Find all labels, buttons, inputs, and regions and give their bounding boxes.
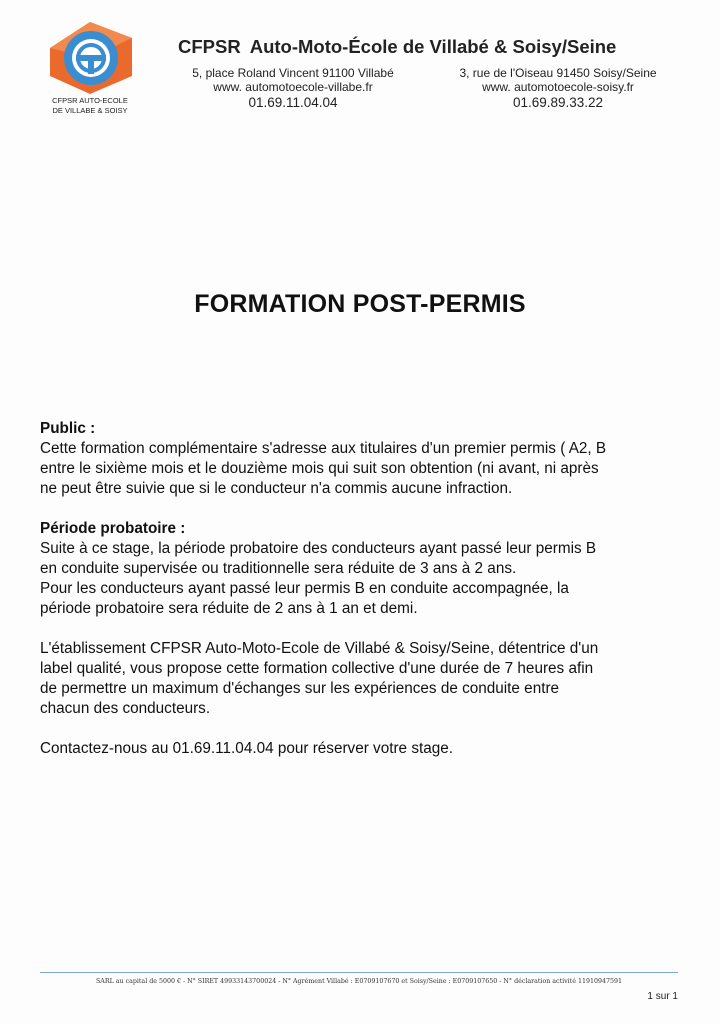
body-line: L'établissement CFPSR Auto-Moto-Ecole de Villabé & Soisy/Seine, détentrice d'un — [40, 640, 599, 657]
website-prefix: www. — [213, 80, 246, 94]
body-line: en conduite supervisée ou traditionnelle sera réduite de 3 ans à 2 ans. — [40, 560, 517, 577]
document-title: FORMATION POST-PERMIS — [194, 290, 526, 318]
company-title — [178, 36, 616, 58]
website-prefix: www. — [482, 80, 515, 94]
website-name: automotoecole-soisy.fr — [514, 80, 634, 94]
company-name: Auto-Moto-École de Villabé & Soisy/Seine — [249, 36, 617, 57]
section-heading-probation: Période probatoire : — [40, 520, 186, 537]
body-line: de permettre un maximum d'échanges sur les expériences de conduite entre — [40, 680, 560, 697]
contact-line: Contactez-nous au 01.69.11.04.04 pour réserver votre stage. — [40, 740, 453, 757]
footer-legal: SARL au capital de 5000 € - N° SIRET 49933143700024 - N° Agrément Villabé : E0709107670 et Soisy/Seine : E0709107650 - N° déclaration activité 11910947591 — [95, 978, 623, 985]
body-line: chacun des conducteurs. — [40, 700, 211, 717]
agency-phone: 01.69.89.33.22 — [512, 95, 604, 110]
agency-website[interactable] — [178, 80, 408, 94]
document-body — [40, 419, 690, 759]
body-line: entre le sixième mois et le douzième mois qui suit son obtention (ni avant, ni après — [40, 460, 599, 477]
logo-caption-line: DE VILLABE & SOISY — [52, 106, 128, 115]
section-heading-public: Public : — [40, 420, 96, 437]
agency-phone: 01.69.11.04.04 — [248, 95, 338, 110]
page-number: 1 sur 1 — [647, 991, 678, 1002]
footer-divider — [40, 972, 678, 973]
agency-address: 5, place Roland Vincent 91100 Villabé — [192, 66, 394, 80]
body-line: label qualité, vous propose cette formation collective d'une durée de 7 heures afin — [40, 660, 594, 677]
logo-caption-line: CFPSR AUTO-ECOLE — [52, 96, 128, 105]
website-name: automotoecole-villabe.fr — [245, 80, 373, 94]
logo-caption — [40, 96, 140, 116]
steering-wheel-icon — [42, 18, 140, 96]
body-line: Cette formation complémentaire s'adresse aux titulaires d'un premier permis ( A2, B — [40, 440, 607, 457]
agency-website[interactable] — [443, 80, 673, 94]
body-line: période probatoire sera réduite de 2 ans à 1 an et demi. — [40, 600, 418, 617]
company-acronym: CFPSR — [178, 36, 241, 57]
body-line: Suite à ce stage, la période probatoire des conducteurs ayant passé leur permis B — [40, 540, 597, 557]
agency-address: 3, rue de l'Oiseau 91450 Soisy/Seine — [459, 66, 657, 80]
body-line: ne peut être suivie que si le conducteur n'a commis aucune infraction. — [40, 480, 513, 497]
body-line: Pour les conducteurs ayant passé leur permis B en conduite accompagnée, la — [40, 580, 569, 597]
company-logo — [40, 18, 142, 116]
agency-villabe — [178, 66, 408, 112]
agency-soisy — [443, 66, 673, 112]
